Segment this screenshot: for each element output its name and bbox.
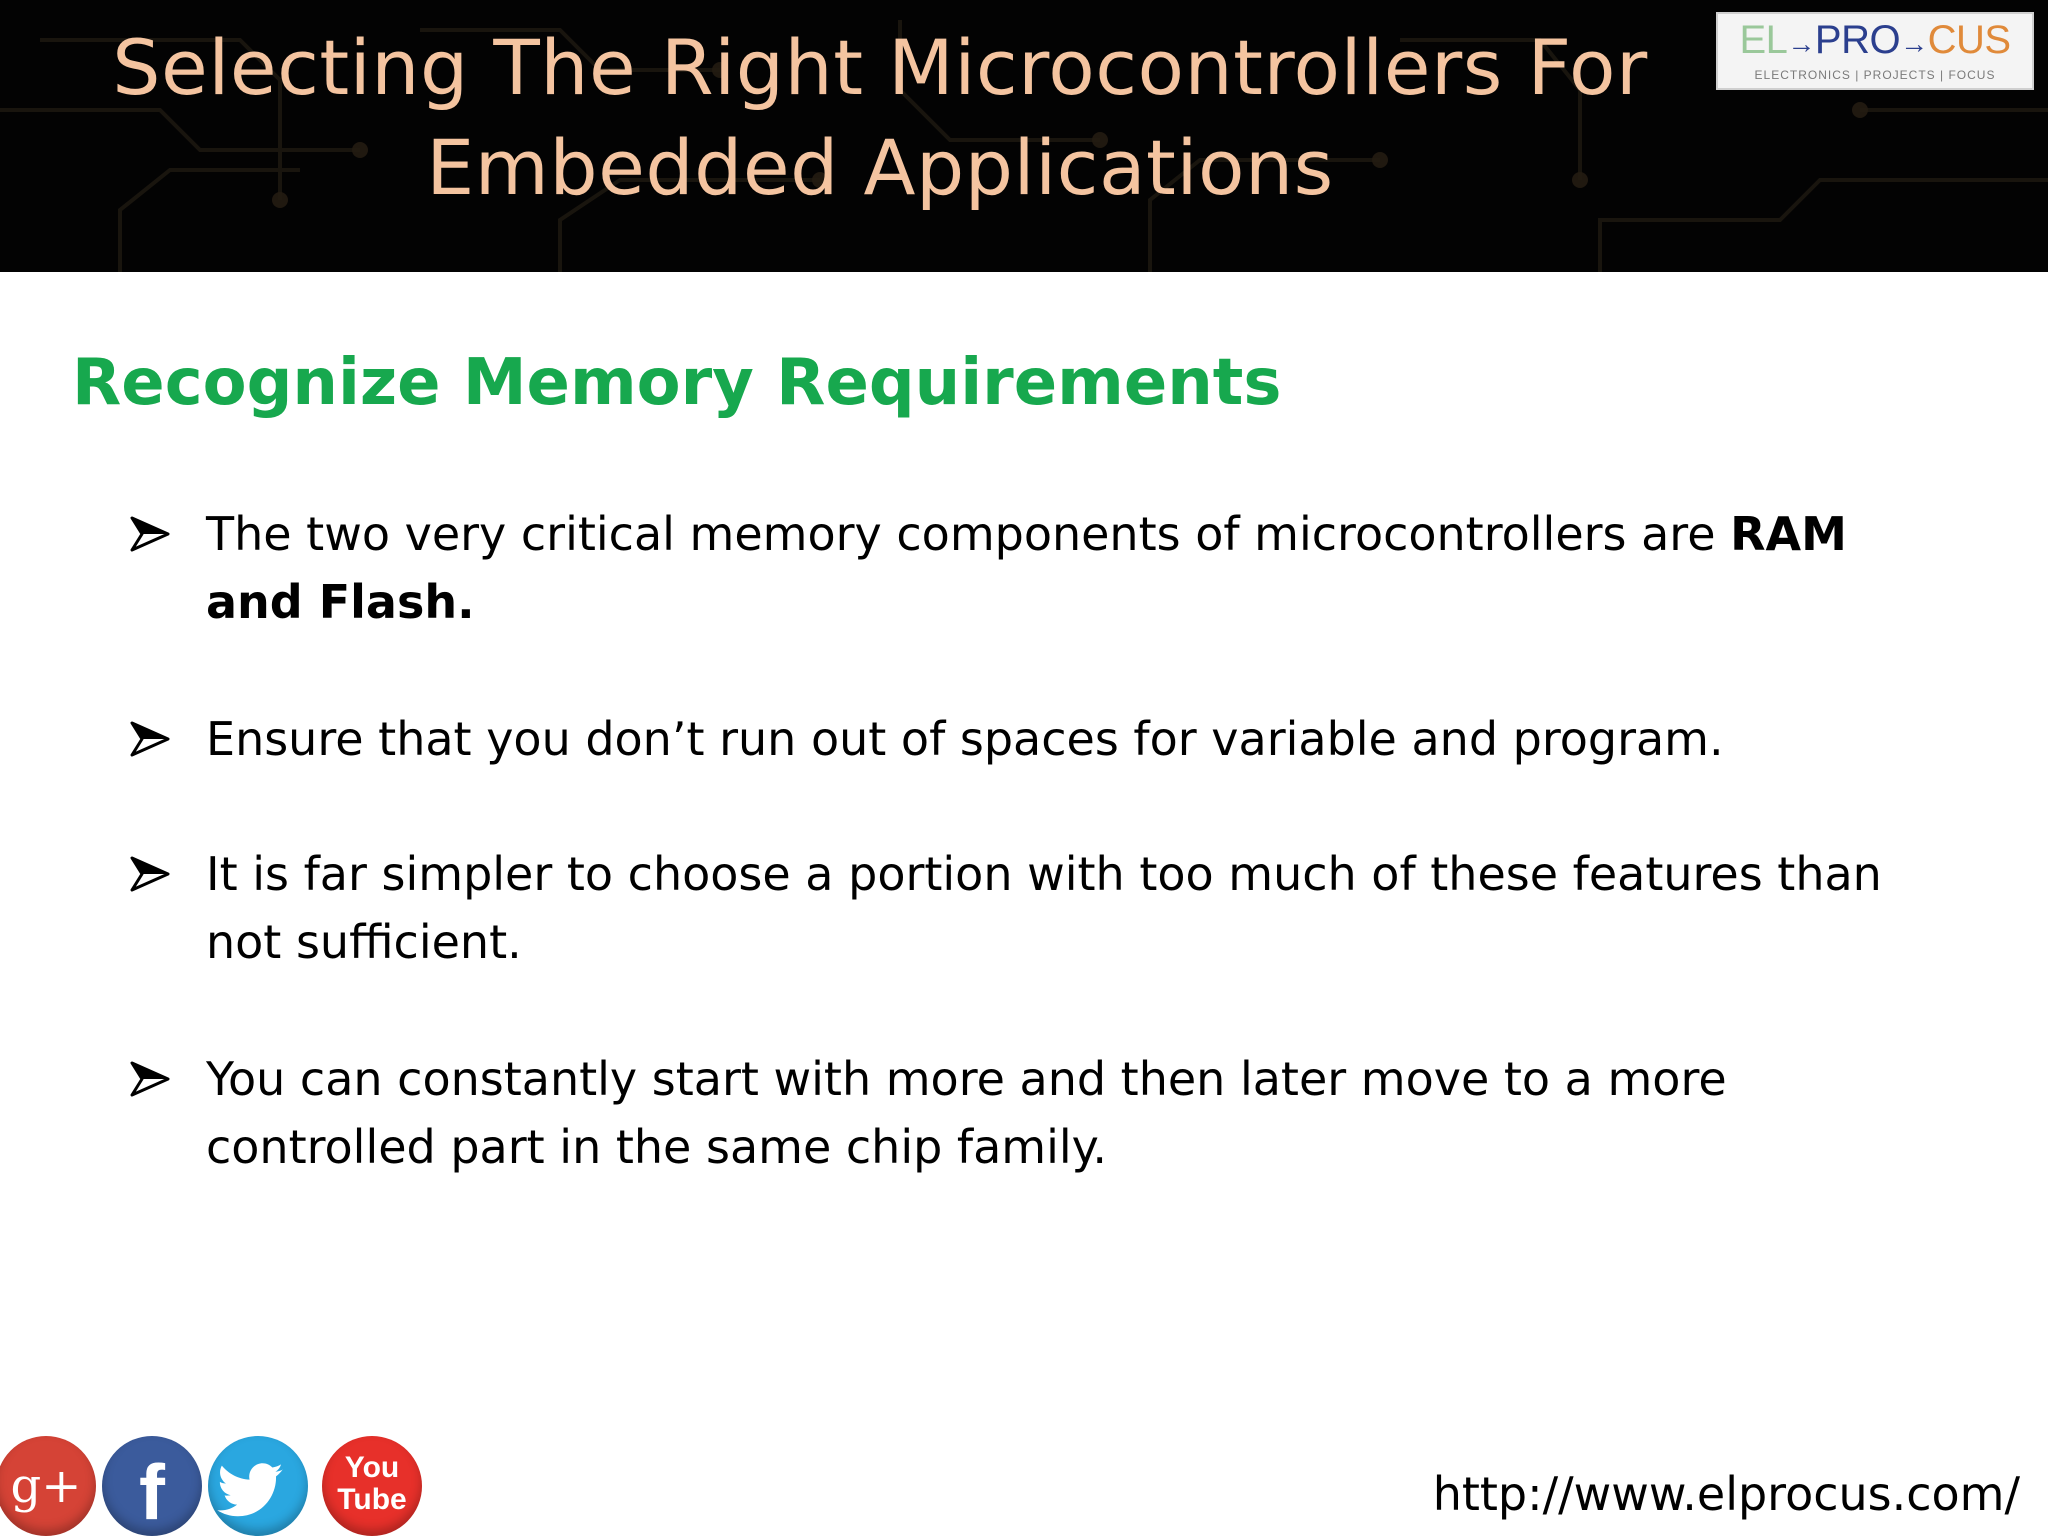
bullet-item — [130, 500, 1930, 636]
bullet-text: It is far simpler to choose a portion with too much of these features than not sufficient. — [206, 847, 1882, 969]
logo-part-pro: PRO — [1814, 18, 1901, 62]
twitter-bird-icon — [208, 1436, 308, 1536]
twitter-icon[interactable] — [208, 1436, 308, 1536]
arrowhead-bullet-icon — [130, 514, 170, 554]
bullet-item — [130, 705, 1724, 773]
youtube-icon[interactable] — [322, 1436, 422, 1536]
slide-header — [0, 0, 2048, 272]
logo-arrow-icon: → — [1787, 28, 1815, 59]
youtube-label-line-2: Tube — [337, 1483, 407, 1516]
slide-title-line-2: Embedded Applications — [426, 123, 1334, 212]
google-plus-icon[interactable]: g+ — [0, 1436, 96, 1536]
logo-part-cus: CUS — [1927, 18, 2011, 62]
website-url[interactable]: http://www.elprocus.com/ — [1432, 1467, 2020, 1521]
arrowhead-bullet-icon — [130, 719, 170, 759]
arrowhead-bullet-icon — [130, 854, 170, 894]
facebook-icon[interactable]: f — [102, 1436, 202, 1536]
arrowhead-bullet-icon — [130, 1059, 170, 1099]
logo-part-el: EL — [1739, 18, 1788, 62]
logo-wordmark — [1718, 16, 2032, 68]
bullet-text: Ensure that you don’t run out of spaces for variable and program. — [206, 712, 1724, 766]
elprocus-logo — [1716, 12, 2034, 90]
bullet-text: The two very critical memory components of microcontrollers are — [206, 507, 1731, 561]
logo-tagline: ELECTRONICS | PROJECTS | FOCUS — [1754, 68, 1996, 82]
bullet-item — [130, 840, 1930, 976]
slide-title-line-1: Selecting The Right Microcontrollers For — [112, 23, 1648, 112]
section-heading: Recognize Memory Requirements — [72, 346, 1282, 420]
logo-arrow-icon: → — [1900, 28, 1928, 59]
bullet-text: You can constantly start with more and then later move to a more controlled part in the same chip family. — [206, 1052, 1727, 1174]
bullet-item — [130, 1045, 1930, 1181]
youtube-label-line-1: You — [344, 1451, 400, 1484]
slide-title — [60, 18, 1700, 218]
bullet-bold-text: RAM and Flash. — [206, 507, 1847, 629]
